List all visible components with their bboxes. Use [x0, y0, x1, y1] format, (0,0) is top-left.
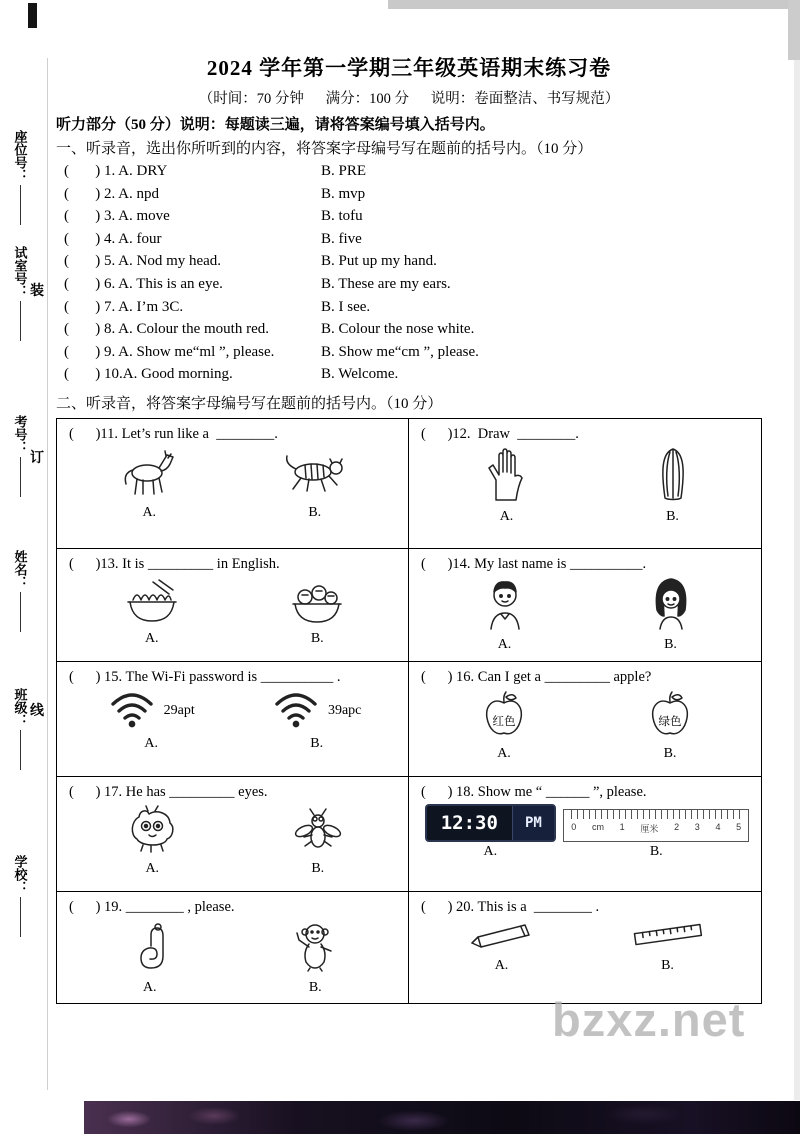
section2-table	[56, 418, 762, 1004]
fly-image	[292, 806, 344, 859]
clock-ampm: PM	[513, 806, 554, 840]
question-item-2	[64, 183, 762, 206]
seat-number-label	[9, 130, 31, 225]
ruler-mark: 5	[736, 821, 742, 832]
noodles-image	[123, 576, 181, 629]
question-text: ( ) 16. Can I get a _________ apple?	[421, 668, 652, 685]
bottom-photo-strip	[84, 1101, 800, 1134]
question-item-4	[64, 228, 762, 251]
option-a-label: A.	[483, 843, 498, 859]
ruler-mark: 3	[694, 821, 700, 832]
option-a-text: ( ) 9. A. Show me“ml ”, please.	[64, 343, 275, 360]
scan-top-edge	[388, 0, 800, 9]
horse-image	[117, 446, 181, 503]
girl-image	[651, 576, 691, 635]
exam-room-text: 试室号：	[12, 246, 28, 298]
exam-number-blank	[20, 457, 21, 497]
ruler-small-image	[629, 919, 707, 956]
exam-number-label	[9, 415, 31, 497]
table-row	[57, 549, 761, 662]
option-a-text: ( ) 5. A. Nod my head.	[64, 253, 222, 270]
table-row	[57, 777, 761, 892]
table-row	[57, 892, 761, 1003]
red-apple-image	[480, 689, 528, 744]
option-a-text: ( ) 4. A. four	[64, 230, 162, 247]
option-b-label: B.	[308, 979, 322, 995]
question-text: ( )13. It is _________ in English.	[69, 555, 280, 572]
question-cell-20	[409, 892, 761, 1003]
seat-number-blank	[20, 185, 21, 225]
seal-char-zhuang: 装	[30, 284, 44, 299]
option-b-label: B.	[664, 636, 677, 652]
option-a-text: ( ) 3. A. move	[64, 208, 170, 225]
exam-content	[56, 52, 762, 1004]
option-b-label: B.	[310, 735, 324, 751]
clock-time: 12:30	[427, 806, 513, 840]
tiger-image	[278, 452, 352, 503]
page-title: 2024 学年第一学期三年级英语期末练习卷	[206, 56, 612, 80]
exam-number-text: 考号：	[12, 415, 28, 454]
option-a-text: ( ) 6. A. This is an eye.	[64, 275, 223, 292]
table-row	[57, 662, 761, 777]
watermark-text: bzxz.net	[552, 993, 746, 1046]
option-b-text: B. Show me“cm ”, please.	[321, 343, 479, 360]
class-text: 班级：	[12, 688, 28, 727]
wifi-password-b: 39apc	[327, 703, 362, 719]
option-b-text: B. Put up my hand.	[321, 253, 437, 270]
ruler-mark: 1	[619, 821, 625, 832]
question-text: ( ) 17. He has _________ eyes.	[69, 783, 268, 800]
section2-header: 二、听录音，将答案字母编号写在题前的括号内。（10 分）	[56, 395, 443, 412]
clip-image	[132, 921, 168, 978]
question-text: ( ) 18. Show me “ ______ ”, please.	[421, 783, 647, 800]
option-b-text: B. These are my ears.	[321, 275, 451, 292]
option-b-label: B.	[649, 843, 663, 859]
option-a-label: A.	[499, 508, 514, 524]
option-a-label: A.	[497, 636, 512, 652]
ruler-image	[563, 809, 749, 842]
school-blank	[20, 897, 21, 937]
seal-char-ding: 订	[30, 451, 44, 466]
listening-note: 听力部分（50 分）说明：每题读三遍，请将答案编号填入括号内。	[56, 117, 495, 133]
ruler-mark: 0	[571, 821, 577, 832]
question-cell-18	[409, 777, 761, 891]
question-cell-11	[57, 419, 409, 548]
digital-clock-image	[425, 804, 556, 842]
option-b-text: B. Colour the nose white.	[321, 321, 475, 338]
scan-corner-mark	[28, 3, 37, 28]
question-cell-16	[409, 662, 761, 776]
monster-image	[125, 804, 179, 859]
dumplings-image	[288, 576, 346, 629]
question-item-5	[64, 250, 762, 273]
ruler-mark: cm	[591, 821, 604, 832]
green-apple-image	[646, 689, 694, 744]
option-b-text: B. PRE	[321, 163, 367, 179]
ruler-numbers	[571, 822, 741, 835]
option-a-label: A.	[494, 957, 509, 973]
name-label	[9, 550, 31, 632]
option-b-text: B. tofu	[321, 208, 363, 225]
binding-seal-line	[47, 58, 48, 1090]
exam-room-blank	[20, 301, 21, 341]
question-item-3	[64, 205, 762, 228]
option-a-label: A.	[144, 630, 159, 646]
wifi-icon	[272, 689, 320, 734]
scan-right-corner	[788, 0, 800, 60]
question-item-8	[64, 318, 762, 341]
option-b-text: B. I see.	[321, 298, 371, 315]
seal-char-xian: 线	[30, 704, 44, 719]
scan-right-edge	[794, 60, 800, 1100]
question-item-1	[64, 160, 762, 183]
question-cell-15	[57, 662, 409, 776]
option-b-label: B.	[661, 957, 674, 973]
option-b-text: B. Welcome.	[321, 366, 399, 383]
option-a-label: A.	[144, 735, 158, 751]
seat-number-text: 座位号：	[12, 130, 28, 182]
class-blank	[20, 730, 21, 770]
ruler-mark: 2	[674, 821, 680, 832]
question-cell-14	[409, 549, 761, 661]
option-a-text: ( ) 2. A. npd	[64, 185, 159, 202]
option-b-label: B.	[310, 630, 324, 646]
school-text: 学校：	[12, 855, 28, 894]
question-text: ( )12. Draw ________.	[421, 425, 579, 442]
wifi-icon	[108, 689, 156, 734]
question-text: ( ) 19. ________ , please.	[69, 898, 235, 915]
option-a-label: A.	[145, 860, 160, 876]
option-b-text: B. five	[321, 230, 362, 247]
option-b-label: B.	[663, 745, 677, 761]
question-cell-19	[57, 892, 409, 1003]
option-b-label: B.	[311, 860, 325, 876]
question-text: ( ) 20. This is a ________ .	[421, 898, 600, 915]
monkey-image	[293, 919, 337, 978]
option-a-text: ( ) 8. A. Colour the mouth red.	[64, 321, 269, 338]
hand-image	[484, 446, 530, 507]
question-text: ( )11. Let’s run like a ________.	[69, 425, 278, 442]
question-item-10	[64, 363, 762, 386]
question-text: ( )14. My last name is __________.	[421, 555, 647, 572]
option-a-label: A.	[142, 504, 157, 520]
exam-info-line: （时间：70 分钟 满分：100 分 说明：卷面整洁、书写规范）	[198, 91, 620, 107]
question-cell-12	[409, 419, 761, 548]
option-a-label: A.	[497, 745, 511, 761]
hair-image	[655, 446, 691, 507]
section1-items	[56, 160, 762, 386]
exam-room-label	[9, 246, 31, 341]
ruler-ticks	[571, 810, 741, 819]
boy-image	[484, 576, 526, 635]
table-row	[57, 419, 761, 549]
name-text: 姓名：	[12, 550, 28, 589]
question-cell-13	[57, 549, 409, 661]
option-a-text: ( ) 10.A. Good morning.	[64, 366, 233, 383]
class-label	[9, 688, 31, 770]
school-label	[9, 855, 31, 937]
wifi-password-a: 29apt	[163, 703, 195, 719]
apple-color-b: 绿色	[658, 715, 682, 728]
apple-color-a: 红色	[492, 715, 516, 728]
option-a-text: ( ) 1. A. DRY	[64, 163, 168, 179]
question-text: ( ) 15. The Wi-Fi password is __________ .	[69, 668, 341, 685]
name-blank	[20, 592, 21, 632]
section1-header: 一、听录音，选出你所听到的内容，将答案字母编号写在题前的括号内。（10 分）	[56, 141, 593, 157]
ruler-mark: 厘米	[640, 823, 659, 834]
question-item-9	[64, 341, 762, 364]
option-a-label: A.	[142, 979, 157, 995]
option-b-label: B.	[666, 508, 679, 524]
option-b-text: B. mvp	[321, 185, 366, 202]
question-item-6	[64, 273, 762, 296]
option-a-text: ( ) 7. A. I’m 3C.	[64, 298, 184, 315]
question-cell-17	[57, 777, 409, 891]
question-item-7	[64, 296, 762, 319]
option-b-label: B.	[308, 504, 322, 520]
ruler-mark: 4	[715, 821, 721, 832]
pencil-image	[468, 921, 536, 956]
